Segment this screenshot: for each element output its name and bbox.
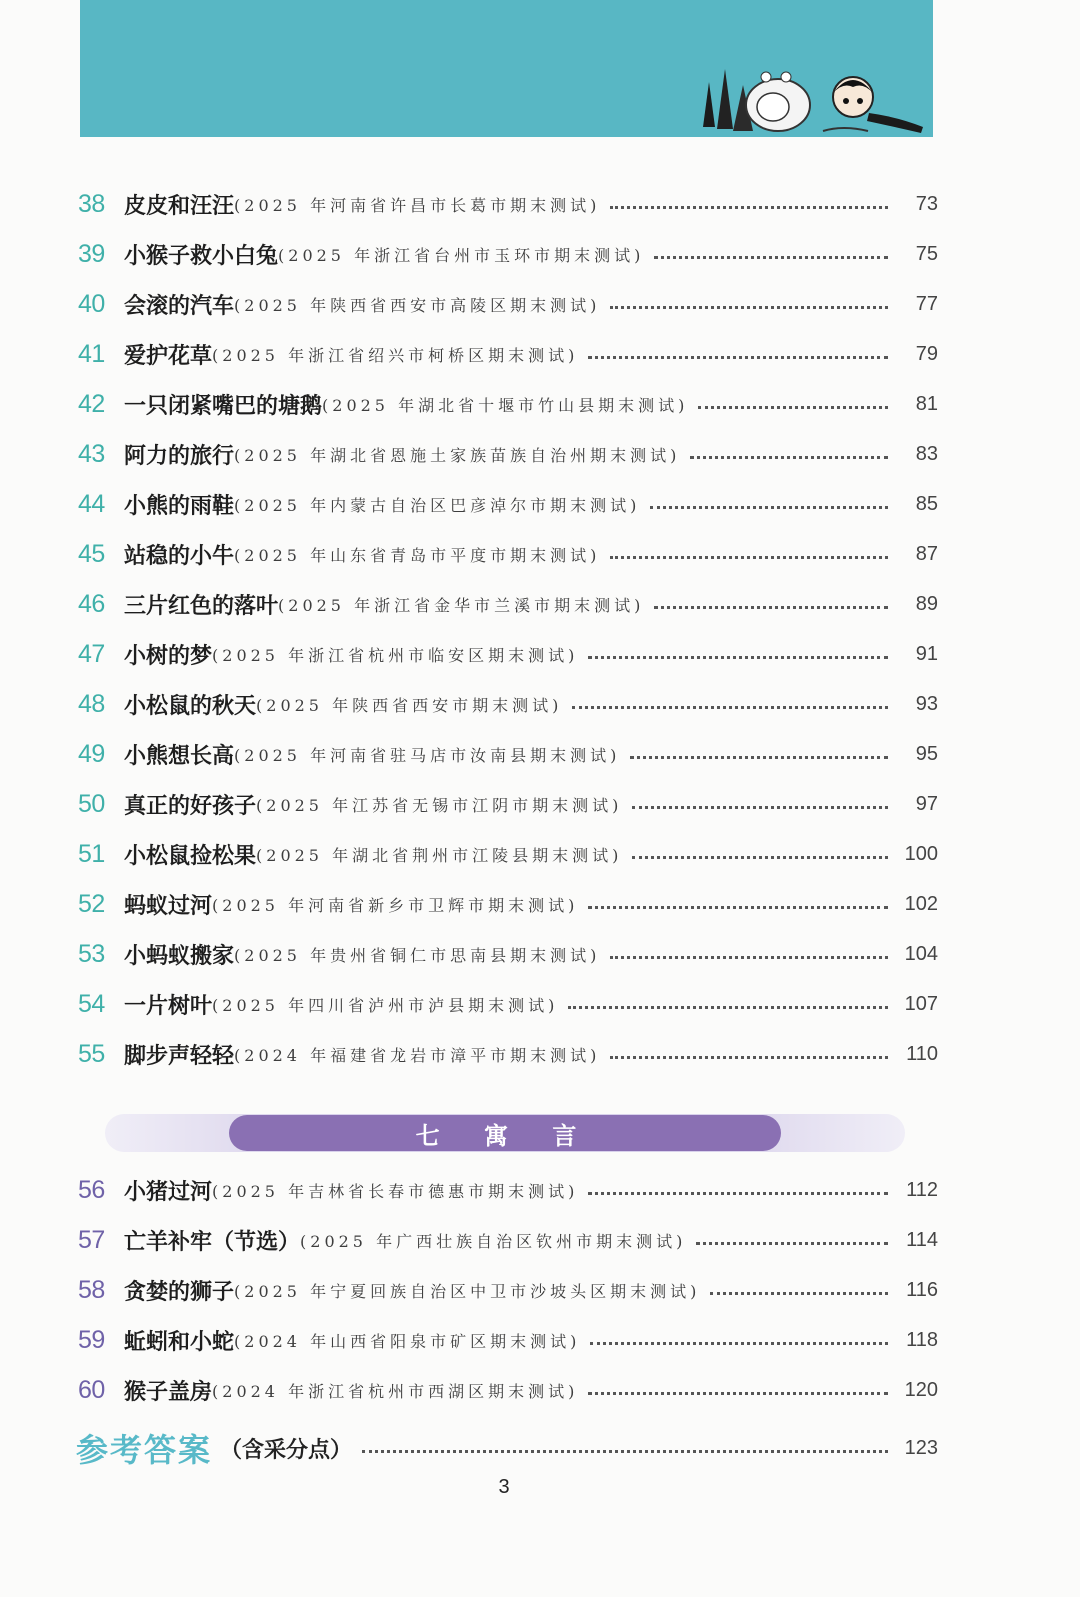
section-title: 七 寓 言 — [229, 1115, 781, 1151]
entry-source: (2025 年河南省新乡市卫辉市期末测试) — [212, 895, 579, 915]
entry-title: 脚步声轻轻 — [124, 1043, 235, 1069]
toc-entry[interactable] — [78, 1034, 938, 1074]
entry-source: (2025 年吉林省长春市德惠市期末测试) — [212, 1181, 579, 1201]
entry-title: 小树的梦 — [124, 643, 213, 669]
entry-page: 97 — [915, 792, 938, 815]
entry-title: 蚯蚓和小蛇 — [124, 1329, 235, 1355]
entry-number: 54 — [78, 989, 105, 1018]
entry-source: (2025 年湖北省恩施土家族苗族自治州期末测试) — [234, 445, 681, 465]
toc-entry[interactable] — [78, 234, 938, 274]
entry-source: (2024 年浙江省杭州市西湖区期末测试) — [212, 1381, 579, 1401]
toc-entry[interactable] — [78, 484, 938, 524]
toc-entry[interactable] — [78, 1370, 938, 1410]
toc-entry[interactable] — [78, 684, 938, 724]
entry-number: 58 — [78, 1275, 105, 1304]
toc-entry[interactable] — [78, 334, 938, 374]
dot-leader — [710, 1292, 888, 1295]
entry-title: 贪婪的狮子 — [124, 1279, 235, 1305]
toc-entry[interactable] — [78, 284, 938, 324]
entry-source: (2025 年浙江省杭州市临安区期末测试) — [212, 645, 579, 665]
entry-page: 81 — [915, 392, 938, 415]
dot-leader — [588, 656, 888, 659]
entry-source: (2025 年河南省驻马店市汝南县期末测试) — [234, 745, 621, 765]
entry-title: 站稳的小牛 — [124, 543, 235, 569]
entry-source: (2024 年福建省龙岩市漳平市期末测试) — [234, 1045, 601, 1065]
toc-entry[interactable] — [78, 734, 938, 774]
entry-page: 123 — [904, 1436, 938, 1459]
toc-entry[interactable] — [78, 784, 938, 824]
entry-number: 48 — [78, 689, 105, 718]
entry-number: 43 — [78, 439, 105, 468]
dot-leader — [610, 1056, 888, 1059]
dot-leader — [610, 206, 888, 209]
entry-number: 47 — [78, 639, 105, 668]
answer-key-subtitle: （含采分点） — [220, 1437, 353, 1463]
dot-leader — [632, 856, 888, 859]
entry-number: 41 — [78, 339, 105, 368]
entry-title: 小猪过河 — [124, 1179, 213, 1205]
entry-source: (2025 年河南省许昌市长葛市期末测试) — [234, 195, 601, 215]
toc-entry[interactable] — [78, 584, 938, 624]
entry-page: 85 — [915, 492, 938, 515]
dot-leader — [588, 1392, 888, 1395]
entry-source: (2025 年四川省泸州市泸县期末测试) — [212, 995, 559, 1015]
entry-page: 100 — [904, 842, 938, 865]
entry-title: 小松鼠捡松果 — [124, 843, 257, 869]
dot-leader — [650, 506, 888, 509]
toc-entry[interactable] — [78, 184, 938, 224]
entry-number: 44 — [78, 489, 105, 518]
section-header-fables — [105, 1114, 905, 1152]
dot-leader — [654, 606, 888, 609]
toc-entry[interactable] — [78, 834, 938, 874]
toc-entry[interactable] — [78, 1320, 938, 1360]
entry-title: 小熊的雨鞋 — [124, 493, 235, 519]
entry-page: 87 — [915, 542, 938, 565]
entry-number: 42 — [78, 389, 105, 418]
entry-number: 45 — [78, 539, 105, 568]
dot-leader — [572, 706, 888, 709]
header-banner — [80, 0, 933, 137]
entry-source: (2025 年浙江省绍兴市柯桥区期末测试) — [212, 345, 579, 365]
entry-source: (2024 年山西省阳泉市矿区期末测试) — [234, 1331, 581, 1351]
entry-title: 一只闭紧嘴巴的塘鹅 — [124, 393, 323, 419]
entry-page: 112 — [906, 1178, 938, 1201]
entry-title: 猴子盖房 — [124, 1379, 213, 1405]
dot-leader — [632, 806, 888, 809]
page-number: 3 — [498, 1476, 510, 1498]
entry-number: 51 — [78, 839, 105, 868]
entry-number: 49 — [78, 739, 105, 768]
entry-source: (2025 年浙江省台州市玉环市期末测试) — [278, 245, 645, 265]
entry-title: 三片红色的落叶 — [124, 593, 279, 619]
toc-entry[interactable] — [78, 634, 938, 674]
dot-leader — [610, 306, 888, 309]
dot-leader — [696, 1242, 888, 1245]
toc-entry[interactable] — [78, 1170, 938, 1210]
entry-source: (2025 年山东省青岛市平度市期末测试) — [234, 545, 601, 565]
toc-entry[interactable] — [78, 1220, 938, 1260]
dot-leader — [610, 556, 888, 559]
entry-page: 73 — [915, 192, 938, 215]
entry-page: 104 — [904, 942, 938, 965]
entry-page: 120 — [904, 1378, 938, 1401]
dot-leader — [588, 1192, 888, 1195]
entry-number: 53 — [78, 939, 105, 968]
dot-leader — [588, 356, 888, 359]
entry-title: 小熊想长高 — [124, 743, 235, 769]
entry-page: 93 — [915, 692, 938, 715]
entry-page: 79 — [915, 342, 938, 365]
entry-title: 小松鼠的秋天 — [124, 693, 257, 719]
entry-source: (2025 年贵州省铜仁市思南县期末测试) — [234, 945, 601, 965]
answer-key-title: 参考答案 — [76, 1431, 213, 1469]
answer-key-entry[interactable] — [76, 1426, 938, 1470]
entry-source: (2025 年广西壮族自治区钦州市期末测试) — [300, 1231, 687, 1251]
entry-page: 95 — [915, 742, 938, 765]
entry-title: 会滚的汽车 — [124, 293, 235, 319]
entry-number: 57 — [78, 1225, 105, 1254]
dot-leader — [590, 1342, 888, 1345]
entry-title: 爱护花草 — [124, 343, 213, 369]
entry-title: 皮皮和汪汪 — [124, 193, 235, 219]
dot-leader — [568, 1006, 888, 1009]
entry-number: 55 — [78, 1039, 105, 1068]
dot-leader — [630, 756, 888, 759]
toc-entry[interactable] — [78, 1270, 938, 1310]
entry-page: 77 — [915, 292, 938, 315]
entry-source: (2025 年湖北省荆州市江陵县期末测试) — [256, 845, 623, 865]
entry-page: 83 — [915, 442, 938, 465]
entry-number: 38 — [78, 189, 105, 218]
dot-leader — [610, 956, 888, 959]
toc-entry[interactable] — [78, 434, 938, 474]
entry-title: 亡羊补牢（节选） — [124, 1229, 301, 1255]
entry-page: 91 — [915, 642, 938, 665]
entry-page: 118 — [906, 1328, 938, 1351]
entry-page: 110 — [906, 1042, 938, 1065]
cartoon-illustration — [673, 47, 933, 137]
entry-title: 一片树叶 — [124, 993, 213, 1019]
toc-entry[interactable] — [78, 984, 938, 1024]
toc-entry[interactable] — [78, 384, 938, 424]
entry-source: (2025 年江苏省无锡市江阴市期末测试) — [256, 795, 623, 815]
dot-leader — [362, 1450, 888, 1453]
dot-leader — [690, 456, 888, 459]
entry-page: 102 — [904, 892, 938, 915]
entry-source: (2025 年浙江省金华市兰溪市期末测试) — [278, 595, 645, 615]
entry-title: 真正的好孩子 — [124, 793, 257, 819]
entry-title: 蚂蚁过河 — [124, 893, 213, 919]
entry-source: (2025 年湖北省十堰市竹山县期末测试) — [322, 395, 689, 415]
entry-title: 小猴子救小白兔 — [124, 243, 279, 269]
entry-page: 75 — [915, 242, 938, 265]
entry-page: 116 — [906, 1278, 938, 1301]
entry-number: 52 — [78, 889, 105, 918]
entry-number: 40 — [78, 289, 105, 318]
entry-number: 46 — [78, 589, 105, 618]
entry-number: 59 — [78, 1325, 105, 1354]
dot-leader — [654, 256, 888, 259]
entry-title: 阿力的旅行 — [124, 443, 235, 469]
entry-source: (2025 年宁夏回族自治区中卫市沙坡头区期末测试) — [234, 1281, 701, 1301]
dot-leader — [698, 406, 888, 409]
entry-number: 56 — [78, 1175, 105, 1204]
entry-page: 114 — [906, 1228, 938, 1251]
toc-entry[interactable] — [78, 934, 938, 974]
toc-entry[interactable] — [78, 534, 938, 574]
entry-page: 107 — [904, 992, 938, 1015]
toc-entry[interactable] — [78, 884, 938, 924]
entry-number: 60 — [78, 1375, 105, 1404]
entry-source: (2025 年内蒙古自治区巴彦淖尔市期末测试) — [234, 495, 641, 515]
entry-source: (2025 年陕西省西安市期末测试) — [256, 695, 563, 715]
entry-number: 50 — [78, 789, 105, 818]
entry-title: 小蚂蚁搬家 — [124, 943, 235, 969]
entry-page: 89 — [915, 592, 938, 615]
entry-source: (2025 年陕西省西安市高陵区期末测试) — [234, 295, 601, 315]
dot-leader — [588, 906, 888, 909]
entry-number: 39 — [78, 239, 105, 268]
